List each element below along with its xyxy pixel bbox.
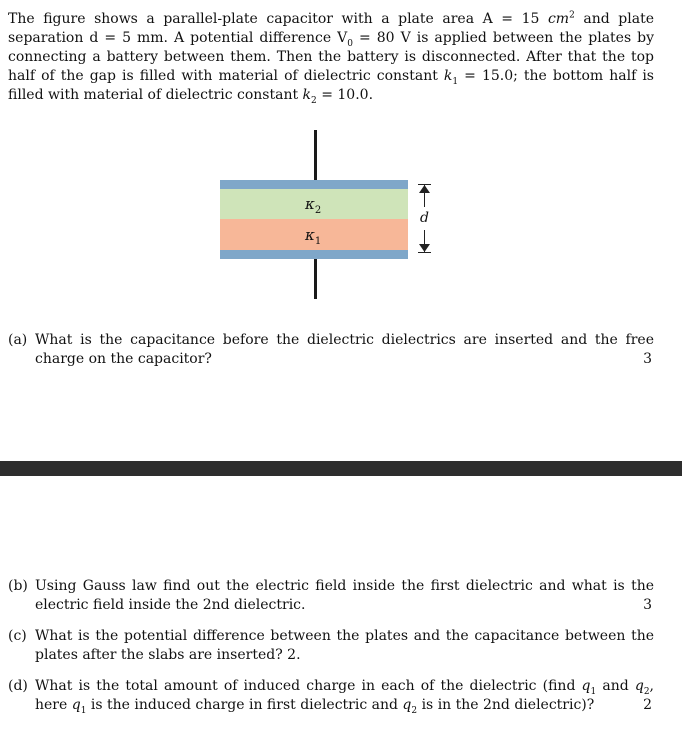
bottom-plate (220, 250, 408, 259)
question-a (8, 331, 654, 369)
q1-subscript: 1 (590, 686, 597, 697)
top-wire (314, 130, 317, 180)
question-b (8, 577, 654, 615)
intro-text-4: = 15.0; the bottom half is filled with material of dielectric constant (8, 68, 654, 103)
question-d-text (35, 677, 654, 715)
question-d-text-4: is the induced charge in first dielectric and (86, 697, 403, 713)
area-unit: cm (547, 11, 570, 27)
k1-subscript: 1 (452, 76, 459, 87)
question-d-text-1: What is the total amount of induced charge in each of the dielectric (find (35, 678, 582, 694)
intro-text-2: and plate separation d = 5 mm. A potential difference V (8, 11, 654, 46)
question-d-text-3: , here (35, 678, 654, 713)
q2-subscript-ref: 2 (411, 705, 418, 716)
kappa-2-symbol: κ (305, 195, 315, 213)
intro-text-5: = 10.0. (316, 87, 374, 103)
k2-subscript: 2 (311, 95, 317, 106)
question-c (8, 627, 654, 665)
intro-text-1: The figure shows a parallel-plate capacitor with a plate area A = 15 (8, 11, 548, 27)
q2-subscript: 2 (643, 686, 650, 697)
question-a-letter: (a) (8, 332, 28, 348)
k1-symbol: k (443, 68, 453, 84)
voltage-subscript: 0 (347, 38, 354, 49)
question-d-letter: (d) (8, 678, 28, 694)
top-plate (220, 180, 408, 189)
q2-symbol-ref: q (402, 697, 412, 713)
question-c-letter: (c) (8, 628, 27, 644)
q1-symbol: q (581, 678, 591, 694)
question-b-letter: (b) (8, 578, 28, 594)
k2-symbol: k (302, 87, 312, 103)
problem-statement (8, 10, 654, 105)
question-b-text: Using Gauss law find out the electric field inside the first dielectric and what is the electric field inside the 2nd dielectric. (35, 578, 654, 613)
dimension-down-arrow-icon (419, 244, 430, 252)
question-a-text: What is the capacitance before the dielectric dielectrics are inserted and the free charge on the capacitor? (35, 332, 654, 367)
separation-label: d (420, 210, 429, 226)
question-d-text-2: and (596, 678, 635, 694)
q1-subscript-ref: 1 (80, 705, 87, 716)
question-c-text: What is the potential difference between the plates and the capacitance between the plates after the slabs are inserted? 2. (35, 628, 654, 663)
kappa-1-symbol: κ (305, 226, 315, 244)
question-d (8, 677, 654, 715)
capacitor-figure (210, 128, 450, 303)
question-a-marks: 3 (643, 351, 652, 367)
q1-symbol-ref: q (71, 697, 81, 713)
question-b-marks: 3 (643, 597, 652, 613)
section-divider (0, 461, 682, 476)
kappa-1-label (305, 226, 321, 247)
bottom-wire (314, 259, 317, 299)
question-d-marks: 2 (643, 697, 652, 713)
intro-text-3: = 80 V is applied between the plates by connecting a battery between them. Then the battery is disconnected. After that the top half of the gap is filled with material of dielectric constant (8, 30, 655, 84)
dimension-up-arrow-icon (419, 185, 430, 193)
kappa-2-label (305, 195, 321, 216)
q2-symbol: q (634, 678, 644, 694)
question-d-text-5: is in the 2nd dielectric)? (417, 697, 595, 713)
area-unit-exponent: 2 (569, 10, 575, 21)
kappa-2-subscript: 2 (314, 205, 322, 216)
dimension-bottom-tick (418, 252, 431, 253)
kappa-1-subscript: 1 (314, 236, 322, 247)
